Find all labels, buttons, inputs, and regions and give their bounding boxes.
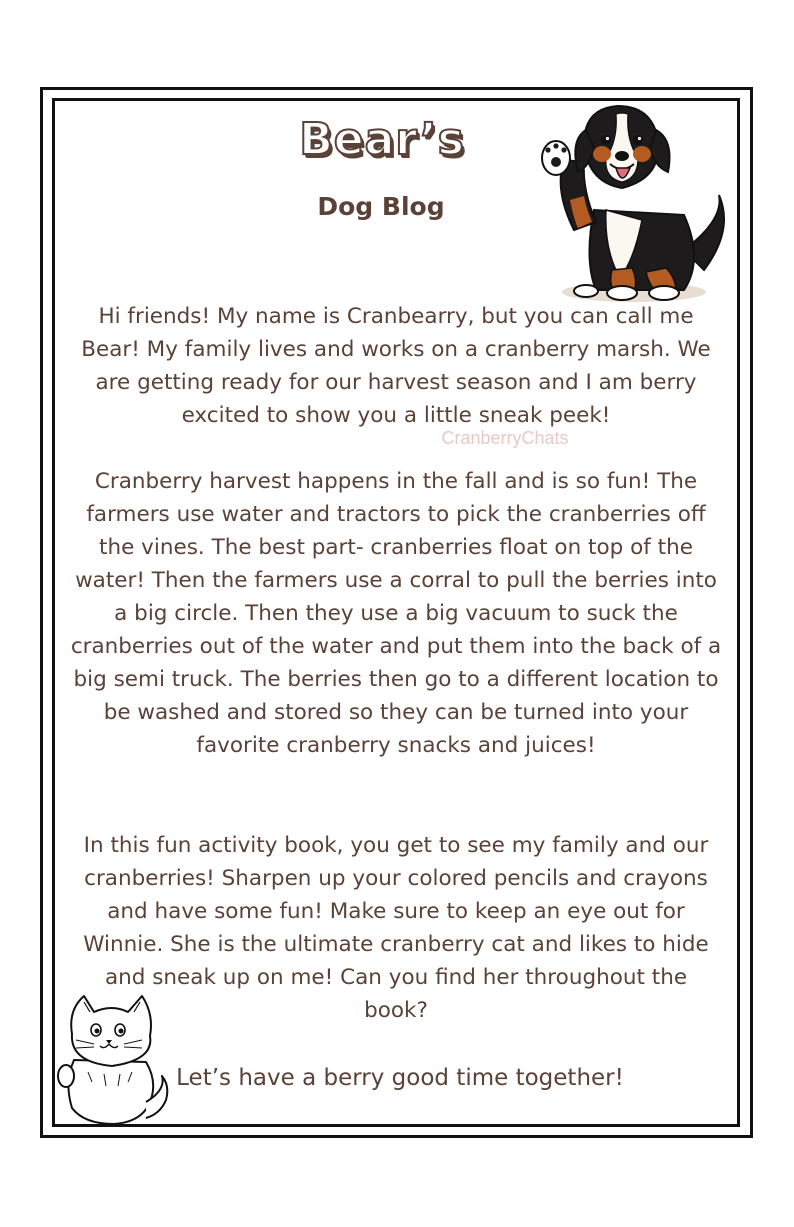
- activity-book-paragraph: In this fun activity book, you get to see my family and our cranberries! Sharpen up your colored pencils and crayons and have some fun! Make sure to keep an eye out for Winnie. She is the ultimate cranberry cat and likes to hide and sneak up on me! Can you find her throughout the book?: [83, 833, 709, 1023]
- harvest-paragraph: Cranberry harvest happens in the fall and is so fun! The farmers use water and tractors to pick the cranberries off the vines. The best part- cranberries float on top of the water! Then the farmers use a corral to pull the berries into a big circle. Then they use a big vacuum to suck the cranberries out of the water and put them into the back of a big semi truck. The berries then go to a different location to be washed and stored so they can be turned into your favorite cranberry snacks and juices!: [70, 469, 722, 758]
- intro-paragraph: Hi friends! My name is Cranbearry, but you can call me Bear! My family lives and works on a cranberry marsh. We are getting ready for our harvest season and I am berry excited to show you a little sneak peek!: [81, 304, 711, 428]
- watermark-text: CranberryChats: [441, 428, 569, 448]
- cat-illustration: [54, 990, 170, 1126]
- blog-title: Bear’s: [299, 114, 465, 165]
- blog-subtitle: Dog Blog: [317, 192, 445, 221]
- dog-illustration: [534, 100, 730, 310]
- closing-line: Let’s have a berry good time together!: [176, 1065, 624, 1091]
